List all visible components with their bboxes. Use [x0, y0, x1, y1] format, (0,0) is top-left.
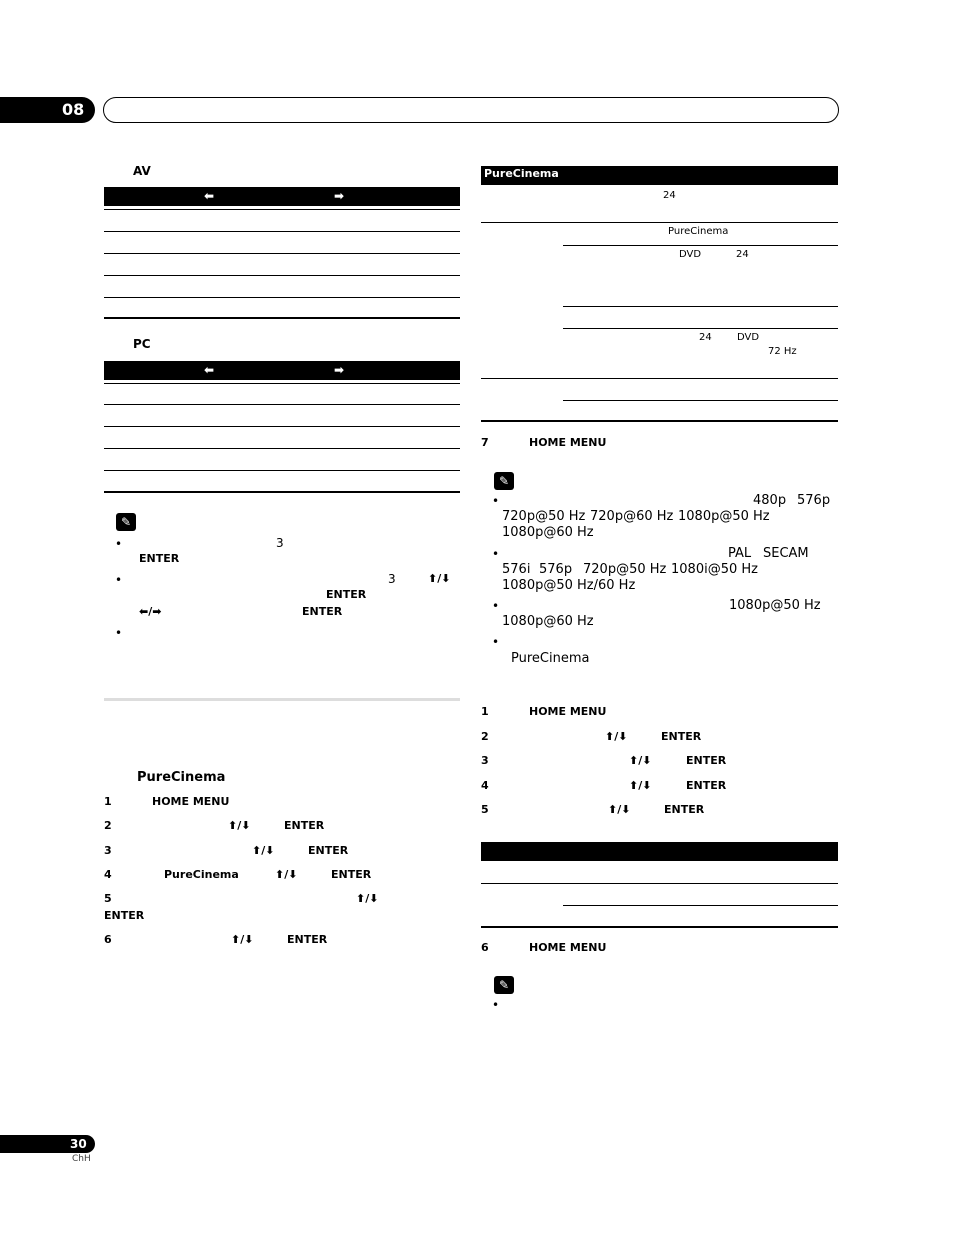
step-number: 1 — [481, 705, 489, 718]
bullet: • — [492, 599, 500, 613]
note-pencil-icon: ✎ — [494, 976, 514, 994]
up-down-arrow-icon: ⬆/⬇ — [428, 572, 451, 585]
format-label: 720p@50 Hz — [502, 509, 586, 524]
table-divider — [563, 245, 838, 246]
format-label: 1080p@60 Hz — [502, 614, 594, 629]
av-table-header — [104, 187, 460, 206]
step-number: 2 — [104, 819, 112, 832]
right-arrow-icon: ➡ — [334, 189, 345, 203]
left-arrow-icon: ⬅ — [204, 363, 215, 377]
table-divider — [481, 883, 838, 884]
table-divider — [104, 231, 460, 232]
table-bottom-rule — [481, 926, 838, 928]
step-number: 3 — [481, 754, 489, 767]
enter-key-label: ENTER — [139, 552, 180, 565]
format-label: 720p@60 Hz — [590, 509, 674, 524]
table-header-label: PureCinema — [484, 167, 559, 180]
format-label: 576p — [539, 562, 573, 577]
enter-key-label: ENTER — [104, 909, 145, 922]
table-bottom-rule — [104, 317, 460, 319]
step-number: 5 — [481, 803, 489, 816]
format-label: 1080i@50 Hz — [671, 562, 758, 577]
table-bottom-rule — [104, 491, 460, 493]
up-down-arrow-icon: ⬆/⬇ — [231, 933, 254, 946]
table-cell: DVD — [737, 332, 760, 343]
format-label: 1080p@50 Hz/60 Hz — [502, 578, 636, 593]
table-divider — [104, 297, 460, 298]
format-label: 576p — [797, 493, 831, 508]
format-label: 1080p@50 Hz — [678, 509, 770, 524]
step-number: 6 — [104, 933, 112, 946]
bullet: • — [115, 537, 123, 551]
step-number: 5 — [104, 892, 112, 905]
home-menu-label: HOME MENU — [529, 941, 607, 954]
home-menu-label: HOME MENU — [529, 436, 607, 449]
table-cell: 24 — [663, 190, 676, 201]
bullet: • — [115, 626, 123, 640]
purecinema-heading: PureCinema — [137, 770, 226, 785]
purecinema-table-header — [481, 166, 838, 185]
table-divider — [104, 209, 460, 210]
table-divider — [104, 383, 460, 384]
format-label: 576i — [502, 562, 531, 577]
home-menu-label: HOME MENU — [152, 795, 230, 808]
up-down-arrow-icon: ⬆/⬇ — [356, 892, 379, 905]
bullet: • — [115, 573, 123, 587]
bullet: • — [492, 494, 500, 508]
enter-key-label: ENTER — [661, 730, 702, 743]
table-divider — [563, 328, 838, 329]
av-heading: AV — [133, 164, 151, 178]
chapter-number: 08 — [62, 100, 85, 119]
enter-key-label: ENTER — [326, 588, 367, 601]
format-label: PAL — [728, 546, 752, 561]
enter-key-label: ENTER — [302, 605, 343, 618]
up-down-arrow-icon: ⬆/⬇ — [252, 844, 275, 857]
table-divider — [104, 404, 460, 405]
bullet: • — [492, 547, 500, 561]
left-arrow-icon: ⬅ — [204, 189, 215, 203]
up-down-arrow-icon: ⬆/⬇ — [629, 779, 652, 792]
note-number: 3 — [388, 572, 396, 586]
enter-key-label: ENTER — [284, 819, 325, 832]
pc-heading: PC — [133, 337, 151, 351]
up-down-arrow-icon: ⬆/⬇ — [605, 730, 628, 743]
table-divider — [104, 275, 460, 276]
format-label: 1080p@50 Hz — [729, 598, 821, 613]
step-number: 2 — [481, 730, 489, 743]
table-divider — [481, 222, 838, 223]
table-bottom-rule — [481, 420, 838, 422]
format-label: SECAM — [763, 546, 809, 561]
table-divider — [104, 448, 460, 449]
table-cell: DVD — [679, 249, 702, 260]
settings-table-header — [481, 842, 838, 861]
step-number: 4 — [481, 779, 489, 792]
enter-key-label: ENTER — [664, 803, 705, 816]
table-cell: 24 — [699, 332, 712, 343]
enter-key-label: ENTER — [686, 779, 727, 792]
purecinema-label: PureCinema — [511, 651, 590, 666]
step-number: 4 — [104, 868, 112, 881]
left-right-arrow-icon: ⬅/➡ — [139, 605, 162, 618]
enter-key-label: ENTER — [308, 844, 349, 857]
step-number: 3 — [104, 844, 112, 857]
table-divider — [481, 378, 838, 379]
table-cell: 72 Hz — [768, 346, 797, 357]
format-label: 720p@50 Hz — [583, 562, 667, 577]
up-down-arrow-icon: ⬆/⬇ — [629, 754, 652, 767]
bullet: • — [492, 635, 500, 649]
note-pencil-icon: ✎ — [116, 513, 136, 531]
step-number: 7 — [481, 436, 489, 449]
step-number: 1 — [104, 795, 112, 808]
home-menu-label: HOME MENU — [529, 705, 607, 718]
pc-table-header — [104, 361, 460, 380]
up-down-arrow-icon: ⬆/⬇ — [275, 868, 298, 881]
table-divider — [104, 426, 460, 427]
page-number: 30 — [70, 1137, 87, 1151]
note-number: 3 — [276, 536, 284, 550]
purecinema-label: PureCinema — [164, 868, 239, 881]
chapter-title-bar — [103, 97, 839, 123]
table-divider — [104, 253, 460, 254]
step-number: 6 — [481, 941, 489, 954]
note-pencil-icon: ✎ — [494, 472, 514, 490]
enter-key-label: ENTER — [686, 754, 727, 767]
enter-key-label: ENTER — [331, 868, 372, 881]
table-divider — [563, 400, 838, 401]
format-label: 1080p@60 Hz — [502, 525, 594, 540]
table-cell: PureCinema — [668, 226, 729, 237]
format-label: 480p — [753, 493, 787, 508]
table-cell: 24 — [736, 249, 749, 260]
language-code: ChH — [72, 1154, 91, 1164]
enter-key-label: ENTER — [287, 933, 328, 946]
section-divider — [104, 698, 460, 701]
up-down-arrow-icon: ⬆/⬇ — [608, 803, 631, 816]
table-divider — [104, 470, 460, 471]
up-down-arrow-icon: ⬆/⬇ — [228, 819, 251, 832]
right-arrow-icon: ➡ — [334, 363, 345, 377]
table-divider — [563, 306, 838, 307]
bullet: • — [492, 998, 500, 1012]
table-divider — [563, 905, 838, 906]
